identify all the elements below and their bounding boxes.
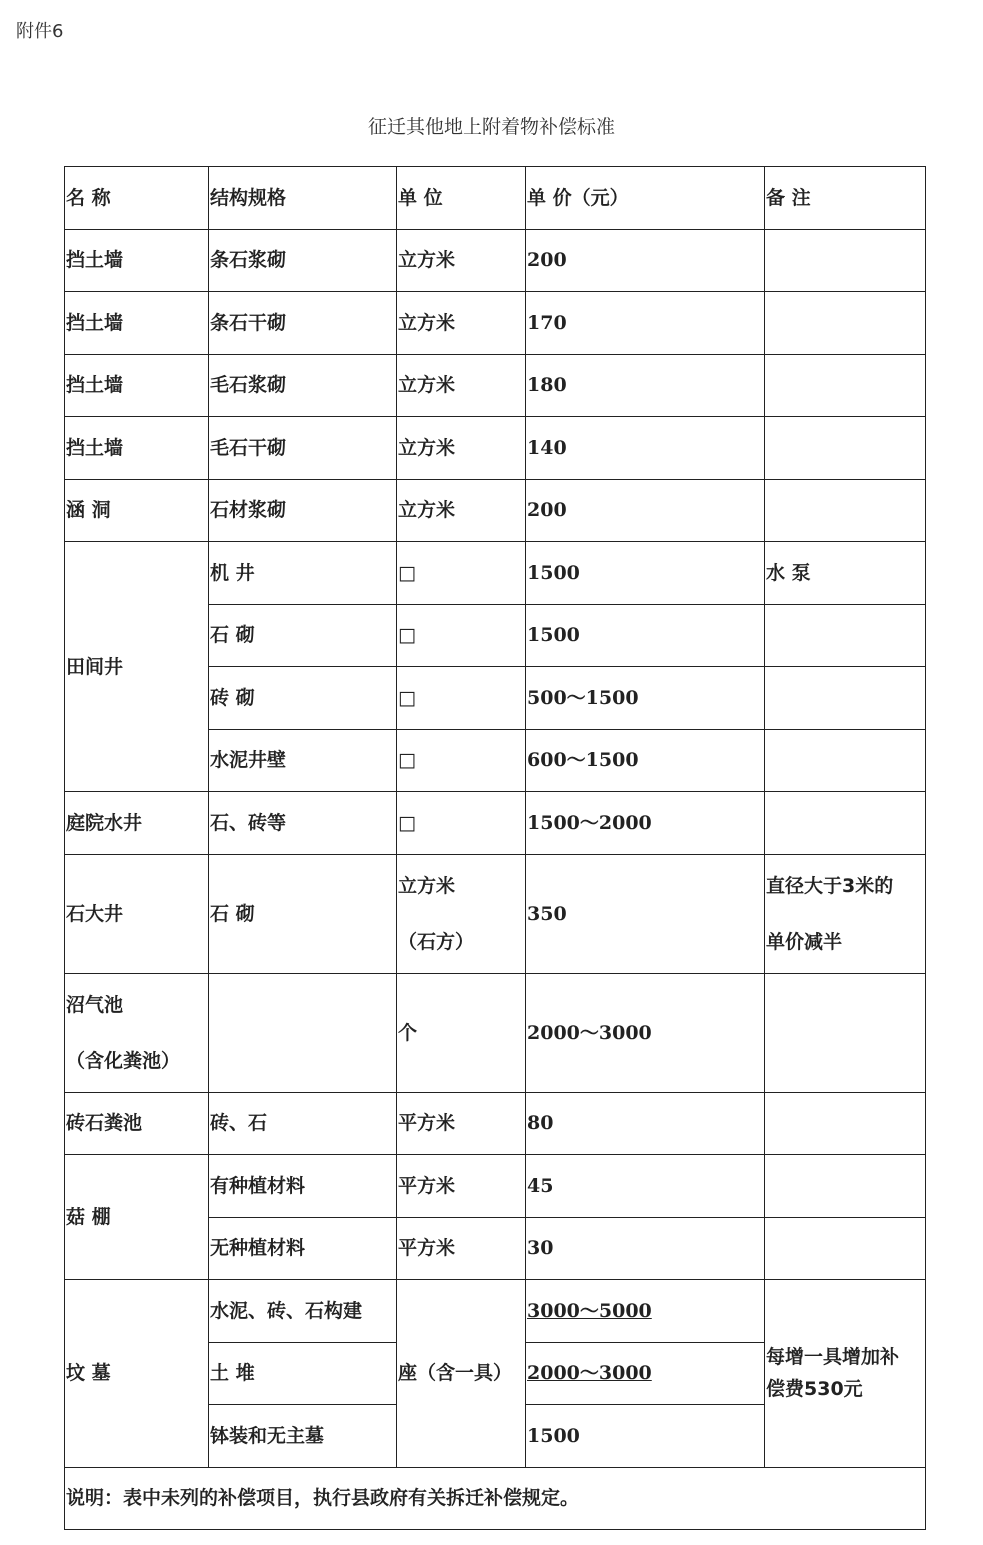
name-cell: 坟 墓	[65, 1280, 209, 1468]
spec-cell: 水泥、砖、石构建	[209, 1280, 397, 1343]
note-row	[65, 1467, 926, 1530]
price-cell: 45	[526, 1155, 765, 1218]
name-cell: 挡土墙	[65, 417, 209, 480]
unit-cell: □	[397, 729, 526, 792]
table-row	[65, 1280, 926, 1343]
price-cell: 180	[526, 354, 765, 417]
remark-cell	[765, 1280, 926, 1468]
spec-cell: 钵装和无主墓	[209, 1405, 397, 1468]
remark-line: 直径大于3米的	[766, 874, 894, 897]
table-row	[65, 1092, 926, 1155]
spec-cell: 机 井	[209, 542, 397, 605]
unit-cell	[397, 854, 526, 973]
name-line: 沼气池	[66, 993, 124, 1016]
table-row	[65, 1155, 926, 1218]
unit-cell: 立方米	[397, 479, 526, 542]
name-cell: 挡土墙	[65, 292, 209, 355]
unit-cell: □	[397, 792, 526, 855]
unit-cell: 立方米	[397, 417, 526, 480]
remark-line: 每增一具增加补	[766, 1346, 900, 1369]
table-note: 说明：表中未列的补偿项目，执行县政府有关拆迁补偿规定。	[65, 1467, 926, 1530]
remark-cell	[765, 292, 926, 355]
remark-cell	[765, 229, 926, 292]
remark-cell	[765, 354, 926, 417]
document-title: 征迁其他地上附着物补偿标准	[367, 116, 615, 138]
name-line: （含化粪池）	[66, 1049, 181, 1072]
remark-cell	[765, 854, 926, 973]
price-cell: 600～1500	[526, 729, 765, 792]
spec-cell: 砖、石	[209, 1092, 397, 1155]
compensation-table	[64, 166, 926, 1530]
price-cell: 80	[526, 1092, 765, 1155]
name-cell: 石大井	[65, 854, 209, 973]
remark-cell	[765, 1155, 926, 1218]
table-row	[65, 292, 926, 355]
table-row	[65, 542, 926, 605]
header-spec: 结构规格	[209, 167, 397, 230]
header-row	[65, 167, 926, 230]
name-cell: 挡土墙	[65, 229, 209, 292]
unit-cell: 座（含一具）	[397, 1280, 526, 1468]
name-cell: 田间井	[65, 542, 209, 792]
unit-cell: 立方米	[397, 229, 526, 292]
unit-cell: 立方米	[397, 292, 526, 355]
remark-cell	[765, 417, 926, 480]
remark-line: 偿费530元	[766, 1378, 863, 1401]
header-name: 名 称	[65, 167, 209, 230]
spec-cell: 无种植材料	[209, 1217, 397, 1280]
spec-cell: 有种植材料	[209, 1155, 397, 1218]
spec-cell: 毛石干砌	[209, 417, 397, 480]
unit-cell: 平方米	[397, 1155, 526, 1218]
spec-cell: 土 堆	[209, 1342, 397, 1405]
price-cell: 350	[526, 854, 765, 973]
remark-cell: 水 泵	[765, 542, 926, 605]
table-row	[65, 354, 926, 417]
remark-cell	[765, 479, 926, 542]
price-cell: 1500	[526, 604, 765, 667]
spec-cell: 毛石浆砌	[209, 354, 397, 417]
remark-line: 单价减半	[766, 930, 843, 953]
spec-cell: 条石浆砌	[209, 229, 397, 292]
table-row	[65, 973, 926, 1092]
table-row	[65, 854, 926, 973]
price-cell: 500～1500	[526, 667, 765, 730]
table-row	[65, 229, 926, 292]
name-cell: 菇 棚	[65, 1155, 209, 1280]
remark-cell	[765, 604, 926, 667]
header-price: 单 价（元）	[526, 167, 765, 230]
remark-cell	[765, 1217, 926, 1280]
name-cell: 砖石粪池	[65, 1092, 209, 1155]
spec-cell: 石、砖等	[209, 792, 397, 855]
price-cell: 140	[526, 417, 765, 480]
unit-line: 立方米	[398, 874, 456, 897]
unit-cell: 个	[397, 973, 526, 1092]
unit-cell: □	[397, 542, 526, 605]
price-cell: 2000～3000	[526, 973, 765, 1092]
spec-cell	[209, 973, 397, 1092]
attachment-label: 附件6	[16, 21, 64, 42]
price-cell: 1500～2000	[526, 792, 765, 855]
price-cell: 170	[526, 292, 765, 355]
spec-cell: 砖 砌	[209, 667, 397, 730]
unit-cell: 平方米	[397, 1092, 526, 1155]
remark-cell	[765, 729, 926, 792]
remark-cell	[765, 667, 926, 730]
price-cell: 200	[526, 479, 765, 542]
name-cell	[65, 973, 209, 1092]
price-cell: 1500	[526, 542, 765, 605]
unit-cell: □	[397, 667, 526, 730]
price-cell: 30	[526, 1217, 765, 1280]
header-remark: 备 注	[765, 167, 926, 230]
spec-cell: 石材浆砌	[209, 479, 397, 542]
unit-cell: 平方米	[397, 1217, 526, 1280]
remark-cell	[765, 1092, 926, 1155]
name-cell: 庭院水井	[65, 792, 209, 855]
table-row	[65, 417, 926, 480]
price-cell: 1500	[526, 1405, 765, 1468]
unit-cell: 立方米	[397, 354, 526, 417]
spec-cell: 条石干砌	[209, 292, 397, 355]
remark-cell	[765, 792, 926, 855]
price-cell: 2000～3000	[526, 1342, 765, 1405]
remark-cell	[765, 973, 926, 1092]
unit-cell: □	[397, 604, 526, 667]
table-row	[65, 792, 926, 855]
table-row	[65, 479, 926, 542]
spec-cell: 石 砌	[209, 854, 397, 973]
name-cell: 涵 洞	[65, 479, 209, 542]
spec-cell: 水泥井壁	[209, 729, 397, 792]
unit-line: （石方）	[398, 930, 475, 953]
price-cell: 200	[526, 229, 765, 292]
price-cell: 3000～5000	[526, 1280, 765, 1343]
name-cell: 挡土墙	[65, 354, 209, 417]
spec-cell: 石 砌	[209, 604, 397, 667]
header-unit: 单 位	[397, 167, 526, 230]
